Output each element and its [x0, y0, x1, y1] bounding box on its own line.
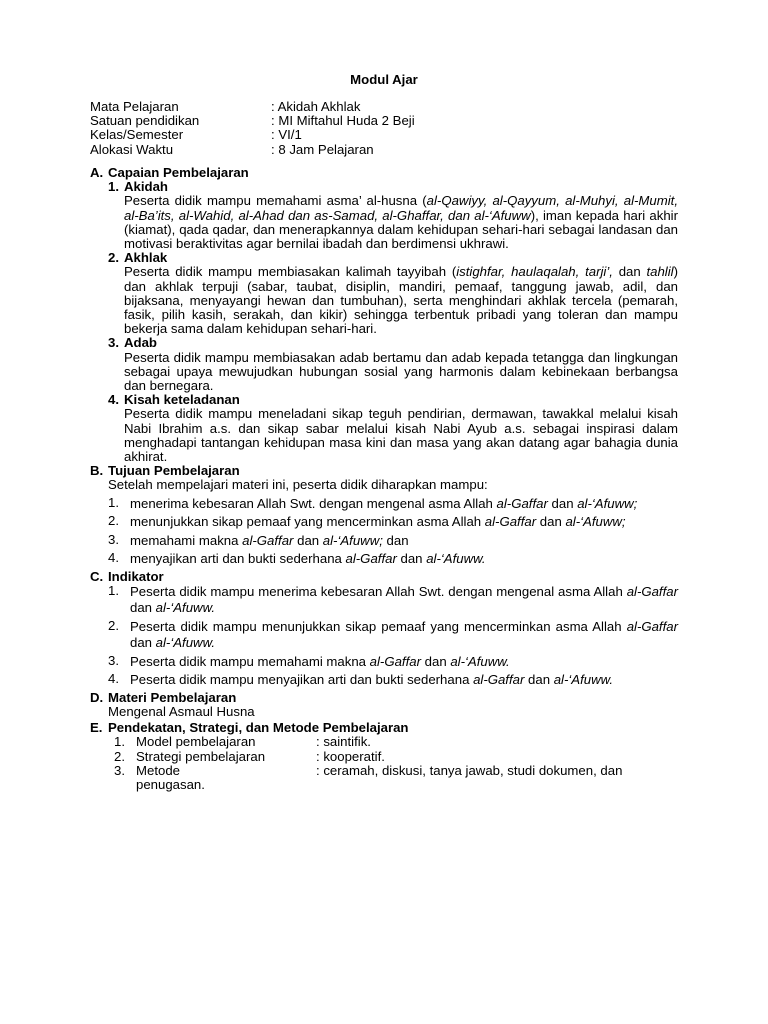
text-run: ), iman kepada hari akhir (kiamat), qada qadar, dan menerapkannya dalam kehidupan sehari-hari sebagai landasan dan motivasi beraktivitas agar bernilai ibadah dan berdimensi ukhrawi. — [124, 207, 679, 252]
section-title: Indikator — [108, 568, 164, 584]
text-run: dan — [612, 264, 647, 280]
subsection-number: 2. — [108, 250, 119, 266]
section-a-heading — [90, 166, 678, 180]
list-text: Peserta didik mampu memahami makna al-Gaffar dan al-‘Afuww. — [130, 653, 510, 669]
info-label: Satuan pendidikan — [90, 113, 200, 129]
italic-run: al-Qawiyy, al-Qayyum, al-Muhyi, al-Mumit, al-Ba’its, al-Wahid, al-Ahad dan as-Samad, al-Ghaffar, dan al-‘Afuww — [124, 193, 678, 223]
list-number: 2. — [108, 617, 119, 633]
subsection-number: 4. — [108, 392, 119, 408]
section-d-heading — [90, 691, 678, 705]
text-run: Peserta didik mampu membiasakan kalimah tayyibah ( — [124, 264, 457, 280]
info-value: : MI Miftahul Huda 2 Beji — [271, 113, 415, 129]
section-title: Materi Pembelajaran — [108, 689, 237, 705]
list-item — [108, 619, 678, 652]
list-item — [108, 672, 678, 689]
section-text: Mengenal Asmaul Husna — [108, 704, 255, 720]
list-text: menunjukkan sikap pemaaf yang mencerminkan asma Allah al-Gaffar dan al-‘Afuww; — [130, 514, 626, 530]
list-text: menyajikan arti dan bukti sederhana al-Gaffar dan al-‘Afuww. — [130, 551, 486, 567]
subsection-heading — [108, 251, 678, 265]
text-run: Peserta didik mampu memahami asma’ al-husna ( — [124, 193, 427, 209]
method-number: 2. — [114, 748, 125, 764]
info-value: : Akidah Akhlak — [271, 99, 361, 114]
document-title: Modul Ajar — [350, 72, 418, 87]
section-letter: C. — [90, 568, 104, 584]
subsection-paragraph — [124, 194, 678, 251]
info-row — [90, 128, 415, 142]
method-label: Strategi pembelajaran — [136, 748, 266, 764]
info-value: : 8 Jam Pelajaran — [271, 141, 374, 157]
section-title: Tujuan Pembelajaran — [108, 463, 240, 479]
list-text: menerima kebesaran Allah Swt. dengan mengenal asma Allah al-Gaffar dan al-‘Afuww; — [130, 495, 638, 511]
subsection-number: 3. — [108, 335, 119, 351]
method-row — [114, 750, 678, 764]
method-value: : ceramah, diskusi, tanya jawab, studi dokumen, dan — [316, 762, 623, 778]
subsection-heading — [108, 180, 678, 194]
method-row — [114, 764, 678, 778]
info-row — [90, 100, 415, 114]
list-text: memahami makna al-Gaffar dan al-‘Afuww; dan — [130, 532, 409, 548]
method-row — [114, 735, 678, 749]
italic-run: istighfar, haulaqalah, tarji’, — [456, 264, 613, 280]
indicator-list — [108, 584, 678, 689]
method-value: : saintifik. — [316, 734, 371, 750]
method-label: Metode — [136, 762, 180, 778]
list-number: 4. — [108, 550, 119, 566]
section-e-heading — [90, 721, 678, 735]
list-item — [108, 496, 678, 513]
method-value-continued: penugasan. — [136, 777, 205, 793]
method-number: 3. — [114, 762, 125, 778]
subsection-paragraph: Peserta didik mampu membiasakan adab bertamu dan adab kepada tetangga dan lingkungan sebagai upaya mewujudkan hubungan sosial yang harmonis dalam kebinekaan berbangsa dan bernegara. — [124, 349, 678, 394]
info-label: Mata Pelajaran — [90, 99, 179, 114]
subsection-paragraph: Peserta didik mampu meneladani sikap teguh pendirian, dermawan, tawakkal melalui kisah Nabi Ibrahim a.s. dan sikap sabar melalui kisah Nabi Ayub a.s. sebagai inspirasi dalam menghadapi tantangan kehidupan masa kini dan masa yang akan datang agar bahagia dunia akhirat. — [124, 406, 678, 465]
list-item — [108, 514, 678, 531]
document-body — [90, 166, 678, 792]
section-letter: D. — [90, 689, 104, 705]
method-number: 1. — [114, 734, 125, 750]
method-label: Model pembelajaran — [136, 734, 256, 750]
info-row — [90, 114, 415, 128]
section-letter: A. — [90, 165, 104, 180]
section-c-heading — [90, 570, 678, 584]
list-number: 2. — [108, 513, 119, 529]
subsection-paragraph — [124, 265, 678, 336]
list-item — [108, 584, 678, 617]
list-item — [108, 533, 678, 550]
method-continuation — [114, 778, 678, 792]
list-number: 3. — [108, 531, 119, 547]
objective-list — [108, 496, 678, 568]
section-title: Capaian Pembelajaran — [108, 165, 249, 180]
list-item — [108, 654, 678, 671]
list-number: 3. — [108, 652, 119, 668]
subsection-title: Kisah keteladanan — [124, 392, 240, 408]
list-item — [108, 551, 678, 568]
section-letter: B. — [90, 463, 104, 479]
subsection-title: Akidah — [124, 179, 168, 195]
section-intro: Setelah mempelajari materi ini, peserta didik diharapkan mampu: — [108, 477, 488, 493]
subsection-heading — [108, 393, 678, 407]
info-label: Alokasi Waktu — [90, 141, 174, 157]
info-value: : VI/1 — [271, 127, 302, 143]
list-number: 1. — [108, 494, 119, 510]
subsection-title: Akhlak — [124, 250, 168, 266]
section-b-heading — [90, 464, 678, 478]
subsection-title: Adab — [124, 335, 157, 351]
section-title: Pendekatan, Strategi, dan Metode Pembelajaran — [108, 720, 409, 736]
info-row — [90, 143, 415, 157]
method-value: : kooperatif. — [316, 748, 385, 764]
subsection-number: 1. — [108, 179, 119, 195]
section-letter: E. — [90, 720, 103, 736]
list-number: 1. — [108, 582, 119, 598]
list-number: 4. — [108, 671, 119, 687]
list-text: Peserta didik mampu menyajikan arti dan bukti sederhana al-Gaffar dan al-‘Afuww. — [130, 672, 614, 688]
info-label: Kelas/Semester — [90, 127, 184, 143]
italic-run: tahlil — [646, 264, 674, 280]
text-run: ) dan akhlak terpuji (sabar, taubat, disiplin, mandiri, pemaaf, tanggung jawab, adil, dan bijaksana, menyayangi hewan dan tumbuhan), serta menghindari akhlak tercela (pemarah, fasik, pilih kasih, serakah, dan kikir) sehingga terbentuk pribadi yang toleran dan mampu bekerja sama dalam kehidupan sehari-hari. — [124, 264, 678, 337]
list-text: Peserta didik mampu menerima kebesaran Allah Swt. dengan mengenal asma Allah al-Gaffar dan al-‘Afuww. — [130, 583, 678, 616]
list-text: Peserta didik mampu menunjukkan sikap pemaaf yang mencerminkan asma Allah al-Gaffar dan al-‘Afuww. — [130, 618, 678, 651]
subsection-heading — [108, 336, 678, 350]
info-table — [90, 100, 415, 157]
